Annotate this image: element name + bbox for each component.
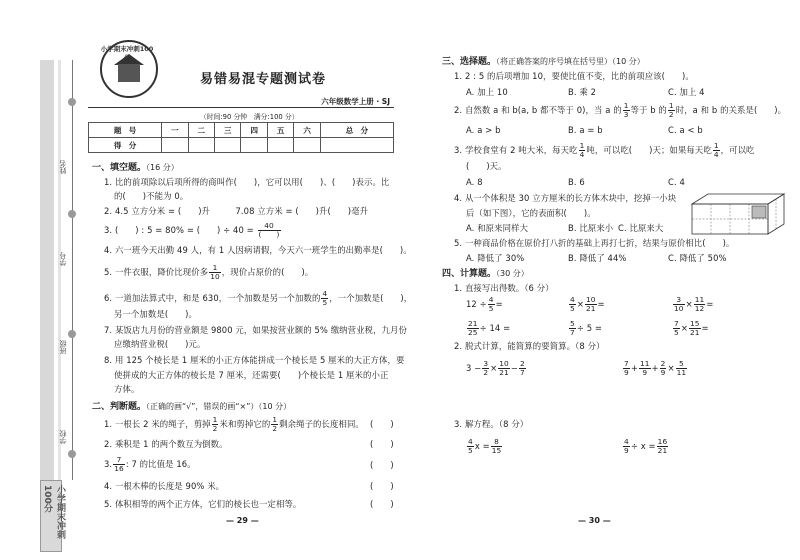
- option: A. 和原来同样大: [466, 223, 529, 233]
- option: C. 降低了 50%: [668, 253, 727, 263]
- calc-text: ×: [576, 299, 584, 309]
- fraction: [209, 264, 221, 281]
- option: A. 降低了 30%: [466, 253, 525, 263]
- id-label: 学号: [59, 252, 67, 266]
- question-line: 1. 比的前项除以后项所得的商叫作( )，它可以用( )、( )表示。比: [104, 177, 390, 187]
- calc-text: =: [495, 299, 503, 309]
- option: B. 比原来小: [568, 223, 614, 233]
- score-cell: [162, 138, 188, 153]
- page-title: 易错易混专题测试卷: [200, 72, 327, 87]
- binding-margin: [0, 0, 66, 560]
- question-text: 3. ( ) : 5 = 80% = ( ) ÷ 40 =: [104, 225, 254, 235]
- numerator: 4: [624, 437, 629, 446]
- question-line: 1. 直接写出得数。（6 分）: [454, 283, 554, 293]
- judge-line: [104, 416, 364, 433]
- question-text: ，可以吃: [720, 145, 755, 155]
- denominator: 16: [114, 464, 124, 473]
- score-cell: [188, 138, 214, 153]
- option: C. a < b: [668, 125, 703, 135]
- calc-item: [466, 296, 503, 313]
- equation: [622, 438, 669, 455]
- denominator: 2: [483, 368, 489, 377]
- calc-text: ÷ 14 =: [479, 323, 511, 333]
- numerator: 2: [660, 359, 666, 368]
- section-note: （30 分）: [496, 269, 529, 278]
- numerator: 1: [212, 415, 218, 424]
- calc-text: ÷ x =: [630, 441, 656, 451]
- score-table-row: [89, 123, 394, 138]
- question-text: 等于 b 的: [630, 105, 667, 115]
- option: B. 乘 2: [568, 87, 597, 97]
- numerator: 4: [488, 295, 494, 304]
- cuboid-figure: [690, 190, 786, 236]
- fraction: [623, 438, 630, 455]
- denominator: 21: [689, 328, 700, 337]
- denominator: 9: [660, 368, 666, 377]
- question-line: 2. 4.5 立方分米 = ( )升 7.08 立方米 = ( )升( )毫升: [104, 206, 369, 216]
- margin-bar-thin: [58, 60, 61, 480]
- calc-text: ÷ 5 =: [576, 323, 602, 333]
- removed-block: [752, 206, 766, 218]
- option: A. a > b: [466, 125, 501, 135]
- brand-box: [40, 480, 65, 552]
- denominator: ( ): [258, 230, 280, 239]
- question-text: 吨，可以吃( )天；如果每天吃: [586, 145, 712, 155]
- fraction: [467, 320, 479, 337]
- fraction: [488, 296, 495, 313]
- numerator: 3: [483, 359, 489, 368]
- school-label: 学校: [59, 430, 67, 444]
- numerator: 1: [623, 101, 629, 110]
- numerator: 5: [570, 319, 575, 328]
- calc-text: ×: [667, 363, 675, 373]
- answer-paren[interactable]: ( ): [370, 481, 394, 491]
- calc-item: [466, 320, 510, 337]
- cut-line: [72, 60, 73, 480]
- calc-text: =: [706, 299, 714, 309]
- calc-item: [568, 320, 602, 337]
- question-text: 3. 学校食堂有 2 吨大米，每天吃: [454, 145, 578, 155]
- question-line: [454, 102, 786, 119]
- question-text: 3.: [104, 459, 113, 469]
- fraction: [689, 320, 701, 337]
- question-line: 8. 用 125 个棱长是 1 厘米的小正方体能拼成一个棱长是 5 厘米的大正方体，要: [104, 355, 405, 365]
- denominator: 2: [668, 110, 674, 119]
- answer-paren[interactable]: ( ): [370, 499, 394, 509]
- denominator: 2: [212, 424, 218, 433]
- option: B. 降低了 44%: [568, 253, 627, 263]
- option: C. 4: [668, 177, 685, 187]
- denominator: 21: [585, 304, 596, 313]
- fraction: [569, 296, 576, 313]
- fraction: [212, 416, 219, 433]
- question-line: [104, 290, 412, 307]
- numerator: 15: [689, 319, 700, 328]
- numerator: 1: [209, 264, 221, 273]
- denominator: 7: [519, 368, 525, 377]
- numerator: 7: [674, 319, 679, 328]
- page-number: — 29 —: [226, 516, 259, 525]
- score-cell: [215, 138, 241, 153]
- denominator: 5: [674, 328, 679, 337]
- calc-text: ×: [685, 299, 693, 309]
- fraction: [713, 142, 720, 159]
- question-line: 后（如下图），它的表面积( )。: [466, 208, 596, 218]
- section-heading: 四、计算题。: [442, 269, 497, 279]
- calc-item: [672, 320, 709, 337]
- logo-house-icon: [118, 64, 140, 82]
- question-line: 应缴纳营业税( )元。: [114, 339, 206, 349]
- denominator: 25: [468, 328, 478, 337]
- numerator: 4: [570, 295, 575, 304]
- fraction: [482, 360, 489, 377]
- calc-text: ×: [680, 323, 688, 333]
- answer-paren[interactable]: ( ): [370, 460, 394, 470]
- question-line: [104, 222, 282, 239]
- numerator: 3: [673, 296, 685, 305]
- fraction: [569, 320, 576, 337]
- score-header-cell: 三: [215, 123, 241, 138]
- fraction: [676, 360, 688, 377]
- fraction: [639, 360, 651, 377]
- question-text: ，一个加数是( )，: [329, 293, 413, 303]
- section-title: [442, 266, 529, 279]
- score-cell: [241, 138, 267, 153]
- denominator: 4: [579, 150, 585, 159]
- numerator: 21: [468, 319, 478, 328]
- score-header-cell: 五: [267, 123, 293, 138]
- question-text: 2. 自然数 a 和 b(a, b 都不等于 0)，当 a 的: [454, 105, 622, 115]
- option: B. 6: [568, 177, 585, 187]
- calc-text: 12 ÷: [466, 299, 487, 309]
- section-title: [92, 160, 179, 173]
- calc-text: 3 −: [466, 363, 482, 373]
- question-line: [454, 142, 755, 159]
- denominator: 5: [488, 304, 494, 313]
- denominator: 5: [322, 298, 328, 307]
- equation: [466, 438, 503, 455]
- fraction: [668, 102, 675, 119]
- score-header-cell: 二: [188, 123, 214, 138]
- denominator: 5: [468, 446, 473, 455]
- calc-text: x =: [474, 441, 490, 451]
- numerator: 4: [468, 437, 473, 446]
- denominator: 10: [210, 272, 220, 281]
- numerator: 11: [694, 295, 705, 304]
- fraction: [623, 360, 630, 377]
- score-header-cell: 一: [162, 123, 188, 138]
- judge-line: [104, 456, 196, 473]
- section-heading: 一、填空题。: [92, 163, 147, 173]
- question-line: 使拼成的大正方体的棱长是 7 厘米，还需要( )个棱长是 1 厘米的小正: [114, 370, 389, 380]
- question-line: 2. 脱式计算，能简算的要简算。（8 分）: [454, 341, 605, 351]
- binding-hole: [68, 330, 76, 338]
- logo-text: 小学期末冲刺100分: [100, 45, 154, 62]
- answer-paren[interactable]: ( ): [370, 439, 394, 449]
- answer-paren[interactable]: ( ): [370, 419, 394, 429]
- question-line: 5. 一种商品价格在原价打八折的基础上再打七折，结果与原价相比( )。: [454, 238, 735, 248]
- numerator: 16: [657, 437, 668, 446]
- calc-text: +: [630, 363, 638, 373]
- denominator: 21: [499, 368, 509, 377]
- denominator: 3: [623, 110, 629, 119]
- fraction: [657, 438, 669, 455]
- question-text: 1. 一根长 2 米的绳子，剪掉: [104, 419, 211, 429]
- score-header-cell: 总 分: [320, 123, 393, 138]
- binding-hole: [68, 98, 76, 106]
- fraction: [491, 438, 503, 455]
- denominator: 15: [491, 446, 502, 455]
- page-number: — 30 —: [578, 516, 611, 525]
- score-header-cell: 四: [241, 123, 267, 138]
- question-text: 米和剪掉它的: [219, 419, 271, 429]
- fraction: [673, 320, 680, 337]
- denominator: 9: [624, 446, 629, 455]
- numerator: 1: [668, 101, 674, 110]
- section-note: （16 分）: [146, 163, 179, 172]
- fraction: [579, 142, 586, 159]
- class-label: 班级: [59, 340, 67, 354]
- question-line: 1. 2 : 5 的后项增加 10，要使比值不变，比的前项应该( )。: [454, 71, 694, 81]
- option: C. 比原来大: [618, 223, 664, 233]
- score-cell: [294, 138, 320, 153]
- score-header-cell: 六: [294, 123, 320, 138]
- denominator: 12: [694, 304, 705, 313]
- margin-bar: [40, 60, 54, 480]
- denominator: 2: [272, 424, 278, 433]
- denominator: 9: [624, 368, 629, 377]
- question-line: ( )天。: [466, 161, 507, 171]
- fraction: [694, 296, 706, 313]
- numerator: 2: [519, 359, 525, 368]
- denominator: 4: [713, 150, 719, 159]
- fraction: [271, 416, 278, 433]
- judge-line: 4. 一根木棒的长度是 90% 米。: [104, 481, 225, 491]
- numerator: 11: [639, 359, 650, 368]
- fraction: [258, 222, 281, 239]
- option: A. 8: [466, 177, 483, 187]
- numerator: 7: [624, 359, 629, 368]
- fraction: [498, 360, 510, 377]
- numerator: 10: [499, 359, 509, 368]
- score-table: [88, 122, 394, 153]
- section-title: [442, 54, 645, 67]
- denominator: 11: [676, 368, 687, 377]
- name-label: 姓名: [59, 160, 67, 174]
- calc-item: [622, 360, 688, 377]
- fraction: [519, 360, 526, 377]
- denominator: 7: [570, 328, 575, 337]
- question-text: 5. 一件衣服，降价比现价多: [104, 267, 209, 277]
- question-line: 4. 六一班今天出勤 49 人，有 1 人因病请假，今天六一班学生的出勤率是( )。: [104, 245, 412, 255]
- calc-item: [568, 296, 605, 313]
- denominator: 10: [674, 304, 684, 313]
- option: A. 加上 10: [466, 87, 508, 97]
- calc-text: −: [510, 363, 518, 373]
- binding-hole: [68, 450, 76, 458]
- score-table-row: [89, 138, 394, 153]
- question-text: 6. 一道加法算式中，和是 630，一个加数是另一个加数的: [104, 293, 321, 303]
- question-text: ，现价占原价的( )。: [221, 267, 314, 277]
- calc-text: ×: [490, 363, 498, 373]
- option: B. a = b: [568, 125, 603, 135]
- grade-label: 六年级数学上册 · SJ: [321, 97, 390, 106]
- numerator: 10: [585, 295, 596, 304]
- numerator: 1: [713, 141, 719, 150]
- fraction: [467, 438, 474, 455]
- section-note: （将正确答案的序号填在括号里）（10 分）: [496, 57, 645, 66]
- section-title: [92, 399, 291, 412]
- score-label-cell: 得 分: [89, 138, 162, 153]
- score-cell: [320, 138, 393, 153]
- binding-hole: [68, 210, 76, 218]
- right-page: [400, 0, 800, 560]
- denominator: 21: [657, 446, 668, 455]
- question-line: 4. 从一个体积是 30 立方厘米的长方体木块中，挖掉一小块: [454, 193, 677, 203]
- header-rule: [88, 107, 394, 108]
- score-cell: [267, 138, 293, 153]
- calc-text: =: [701, 323, 709, 333]
- section-heading: 二、判断题。: [92, 402, 147, 412]
- fraction: [673, 296, 685, 313]
- calc-item: [672, 296, 713, 313]
- calc-text: =: [597, 299, 605, 309]
- fraction: [321, 290, 328, 307]
- question-line: 另一个加数是( )。: [114, 309, 198, 319]
- brand-text: 小学期末冲刺100分: [42, 485, 65, 539]
- numerator: 4: [322, 289, 328, 298]
- question-line: [104, 264, 313, 281]
- numerator: 7: [113, 456, 125, 465]
- time-info: （时间:90 分钟 满分:100 分）: [200, 113, 299, 121]
- fraction: [623, 102, 630, 119]
- calc-item: [466, 360, 527, 377]
- denominator: 5: [570, 304, 575, 313]
- question-line: 方体。: [114, 384, 140, 394]
- calc-text: +: [651, 363, 659, 373]
- option: C. 加上 4: [668, 87, 705, 97]
- question-text: 时，a 和 b 的关系是( )。: [675, 105, 787, 115]
- numerator: 1: [579, 141, 585, 150]
- question-text: : 7 的比值是 16。: [125, 459, 196, 469]
- score-header-cell: 题 号: [89, 123, 162, 138]
- judge-line: 2. 乘积是 1 的两个数互为倒数。: [104, 439, 228, 449]
- section-heading: 三、选择题。: [442, 57, 497, 67]
- fraction: [660, 360, 667, 377]
- question-line: 的( )不能为 0。: [114, 191, 189, 201]
- judge-line: 5. 体积相等的两个正方体，它们的棱长也一定相等。: [104, 499, 302, 509]
- section-note: （正确的画“√”，错误的画“×”）（10 分）: [146, 402, 292, 411]
- fraction: [113, 456, 125, 473]
- numerator: 1: [272, 415, 278, 424]
- numerator: 8: [491, 438, 503, 447]
- numerator: 5: [676, 360, 688, 369]
- fraction: [585, 296, 597, 313]
- denominator: 9: [642, 368, 648, 377]
- question-line: 3. 解方程。（8 分）: [454, 419, 529, 429]
- question-line: 7. 某饭店九月份的营业额是 9800 元，如果按营业额的 5% 缴纳营业税，九月份: [104, 325, 407, 335]
- question-text: 剩余绳子的长度相同。: [279, 419, 364, 429]
- numerator: 40: [258, 222, 281, 231]
